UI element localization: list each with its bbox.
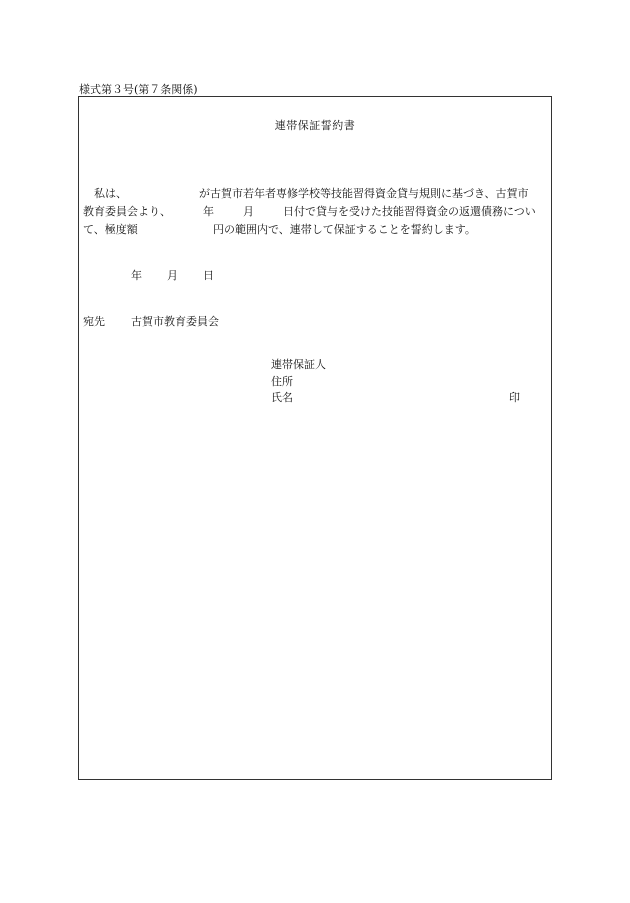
text-year-blank: 年 bbox=[203, 205, 214, 218]
seal-mark: 印 bbox=[509, 391, 520, 404]
date-year: 年 bbox=[131, 269, 142, 282]
text-regulation: が古賀市若年者専修学校等技能習得資金貸与規則に基づき、古賀市 bbox=[199, 187, 529, 200]
form-number: 様式第３号(第７条関係) bbox=[79, 83, 198, 96]
text-board: 教育委員会より、 bbox=[83, 205, 171, 218]
text-pledge: 円の範囲内で、連帯して保証することを誓約します。 bbox=[213, 223, 476, 236]
addressee bbox=[83, 313, 219, 329]
document-title: 連帯保証誓約書 bbox=[274, 119, 356, 132]
text-watashi: 私は、 bbox=[83, 187, 127, 200]
date-day: 日 bbox=[203, 269, 214, 282]
document-frame bbox=[78, 96, 552, 780]
text-repayment: 日付で貸与を受けた技能習得資金の返還債務につい bbox=[283, 205, 536, 218]
guarantor-name-label: 氏名 bbox=[271, 391, 293, 404]
addressee-name: 古賀市教育委員会 bbox=[131, 315, 219, 328]
date-month: 月 bbox=[167, 269, 178, 282]
guarantor-heading: 連帯保証人 bbox=[271, 358, 326, 371]
addressee-label: 宛先 bbox=[83, 315, 105, 328]
date-line bbox=[79, 267, 551, 283]
guarantor-address-label: 住所 bbox=[271, 375, 293, 388]
text-month-blank: 月 bbox=[243, 205, 254, 218]
text-limit-amount: て、極度額 bbox=[83, 223, 138, 236]
